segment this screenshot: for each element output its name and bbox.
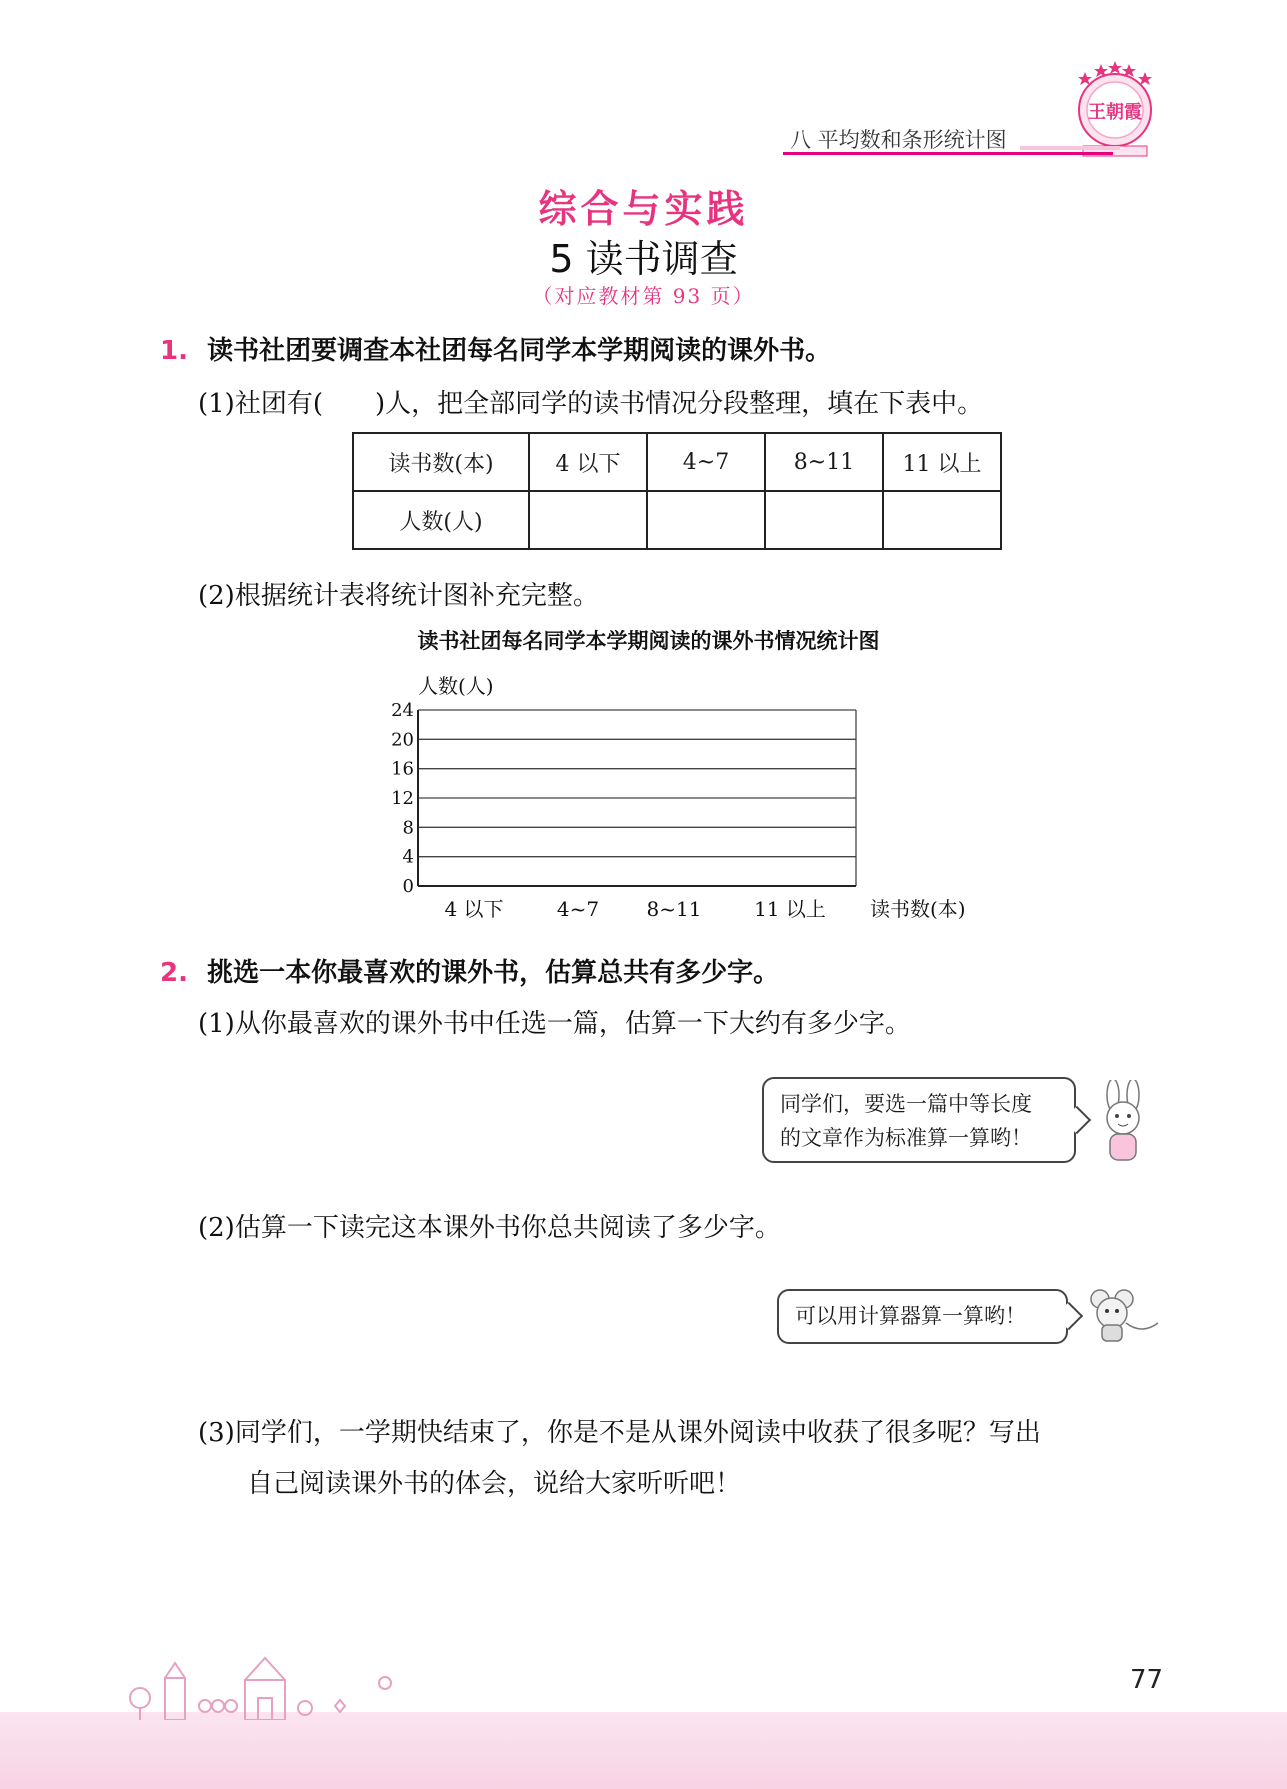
hint-bubble xyxy=(777,1289,1068,1344)
answer-cell[interactable] xyxy=(647,491,765,549)
table-header-cell: 11 以上 xyxy=(883,433,1001,491)
chart-title: 读书社团每名同学本学期阅读的课外书情况统计图 xyxy=(417,629,880,653)
y-tick-label: 16 xyxy=(391,758,414,780)
x-tick-label: 8~11 xyxy=(646,897,702,921)
x-axis-label: 读书数(本) xyxy=(870,897,966,921)
section-title: 综合与实践 xyxy=(538,187,749,231)
chapter-underline-accent xyxy=(1020,146,1120,150)
table-row xyxy=(353,433,1001,491)
hint-text-line: 可以用计算器算一算哟！ xyxy=(795,1304,1026,1328)
question-2-part-2: (2)估算一下读完这本课外书你总共阅读了多少字。 xyxy=(198,1213,781,1243)
answer-cell[interactable] xyxy=(529,491,647,549)
x-tick-label: 11 以上 xyxy=(754,897,826,921)
question-2-part-3-line-1: (3)同学们，一学期快结束了，你是不是从课外阅读中收获了很多呢？写出 xyxy=(198,1418,1041,1448)
y-tick-label: 12 xyxy=(391,788,414,809)
question-number: 2. xyxy=(160,958,188,988)
question-1-part-2: (2)根据统计表将统计图补充完整。 xyxy=(198,581,599,611)
table-row xyxy=(353,491,1001,549)
question-1-part-1: (1)社团有( )人，把全部同学的读书情况分段整理，填在下表中。 xyxy=(198,389,984,419)
table-header-cell: 读书数(本) xyxy=(353,433,529,491)
y-tick-label: 24 xyxy=(391,700,414,721)
castle-decoration-icon xyxy=(120,1648,410,1720)
y-tick-label: 0 xyxy=(402,876,414,897)
bar-chart[interactable] xyxy=(370,660,990,930)
table-header-cell: 8~11 xyxy=(765,433,883,491)
question-2-part-3-line-2: 自己阅读课外书的体会，说给大家听听吧！ xyxy=(247,1469,742,1499)
textbook-page-reference: （对应教材第 93 页） xyxy=(532,284,755,308)
y-tick-label: 4 xyxy=(402,846,414,868)
table-header-cell: 4~7 xyxy=(647,433,765,491)
answer-cell[interactable] xyxy=(883,491,1001,549)
question-1 xyxy=(160,330,831,367)
answer-cell[interactable] xyxy=(765,491,883,549)
hint-bubble xyxy=(762,1077,1076,1163)
x-tick-label: 4~7 xyxy=(556,897,600,921)
bunny-mascot-icon xyxy=(1088,1080,1158,1170)
question-number: 1. xyxy=(160,336,188,366)
hint-text-line: 的文章作为标准算一算哟！ xyxy=(780,1126,1032,1150)
reading-stats-table xyxy=(352,432,1002,550)
page-number: 77 xyxy=(1130,1665,1164,1695)
table-header-cell: 4 以下 xyxy=(529,433,647,491)
lesson-title: 5 读书调查 xyxy=(549,237,738,281)
question-text: 挑选一本你最喜欢的课外书，估算总共有多少字。 xyxy=(207,958,780,988)
chapter-underline xyxy=(783,152,1113,155)
y-tick-label: 20 xyxy=(391,729,414,751)
question-text: 读书社团要调查本社团每名同学本学期阅读的课外书。 xyxy=(207,336,832,366)
question-2-part-1: (1)从你最喜欢的课外书中任选一篇，估算一下大约有多少字。 xyxy=(198,1009,911,1039)
x-tick-label: 4 以下 xyxy=(444,897,504,921)
footer-band xyxy=(0,1712,1287,1789)
chapter-label: 八 平均数和条形统计图 xyxy=(790,128,1007,152)
y-axis-label: 人数(人) xyxy=(418,674,494,698)
mouse-mascot-icon xyxy=(1082,1285,1162,1345)
y-tick-label: 8 xyxy=(402,817,414,839)
hint-text-line: 同学们，要选一篇中等长度 xyxy=(780,1092,1032,1116)
svg-text:王朝霞: 王朝霞 xyxy=(1088,102,1142,123)
table-row-label: 人数(人) xyxy=(353,491,529,549)
question-2 xyxy=(160,952,779,989)
